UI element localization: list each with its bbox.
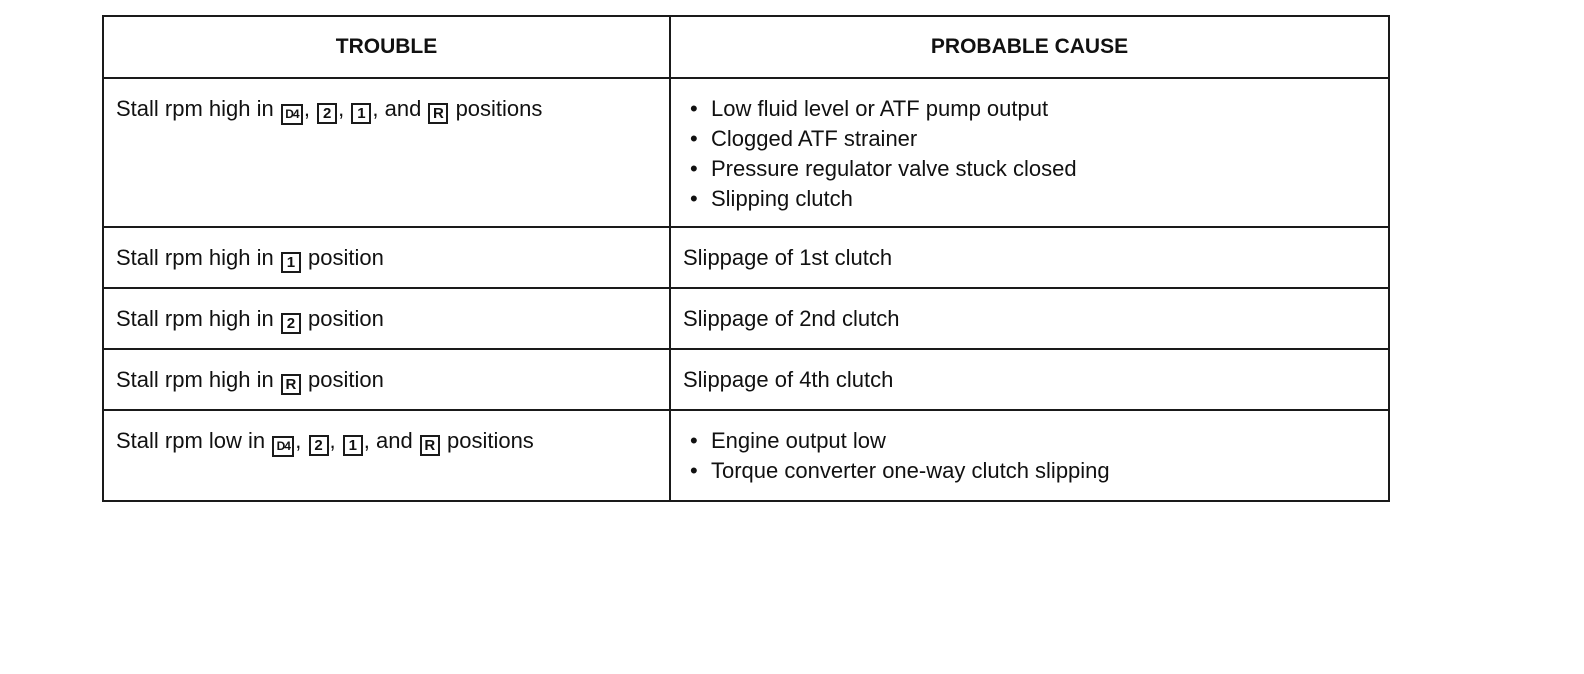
cause-text: Engine output low	[711, 428, 886, 453]
separator: ,	[295, 428, 302, 453]
cause-cell	[670, 410, 1389, 501]
trouble-text: position	[308, 245, 384, 270]
separator: ,	[338, 96, 345, 121]
position-symbol-2: 2	[309, 435, 329, 456]
trouble-text: position	[308, 306, 384, 331]
cause-text: Slipping clutch	[711, 186, 853, 211]
separator: , and	[372, 96, 422, 121]
cause-list	[686, 426, 1376, 486]
header-row	[103, 16, 1389, 78]
cause-cell: Slippage of 2nd clutch	[670, 288, 1389, 349]
position-symbol-2: 2	[281, 313, 301, 334]
trouble-text: Stall rpm low in	[116, 428, 266, 453]
header-trouble: TROUBLE	[103, 16, 670, 78]
troubleshooting-table	[102, 15, 1390, 502]
position-symbol-d4: D4	[281, 104, 303, 125]
trouble-text: position	[308, 367, 384, 392]
cause-text: Torque converter one-way clutch slipping	[711, 458, 1110, 483]
table-row	[103, 349, 1389, 410]
trouble-text: Stall rpm high in	[116, 245, 274, 270]
cause-text: Pressure regulator valve stuck closed	[711, 156, 1077, 181]
cause-cell: Slippage of 1st clutch	[670, 227, 1389, 288]
list-item: • Engine output low	[690, 428, 886, 453]
list-item: • Clogged ATF strainer	[690, 126, 918, 151]
table-row	[103, 410, 1389, 501]
position-symbol-d4: D4	[272, 436, 294, 457]
table-row	[103, 227, 1389, 288]
position-symbol-1: 1	[351, 103, 371, 124]
list-item: • Pressure regulator valve stuck closed	[690, 156, 1077, 181]
trouble-text: positions	[446, 428, 534, 453]
cause-text: Clogged ATF strainer	[711, 126, 918, 151]
position-symbol-2: 2	[317, 103, 337, 124]
trouble-cell	[103, 78, 670, 227]
position-symbol-r: R	[420, 435, 440, 456]
table-row	[103, 288, 1389, 349]
position-symbol-1: 1	[343, 435, 363, 456]
header-probable-cause: PROBABLE CAUSE	[670, 16, 1389, 78]
trouble-cell	[103, 288, 670, 349]
trouble-text: Stall rpm high in	[116, 367, 274, 392]
table-row	[103, 78, 1389, 227]
trouble-cell	[103, 410, 670, 501]
trouble-text: Stall rpm high in	[116, 96, 274, 121]
separator: ,	[303, 96, 310, 121]
trouble-cell	[103, 227, 670, 288]
troubleshooting-table-container	[102, 15, 1388, 502]
cause-cell	[670, 78, 1389, 227]
position-symbol-r: R	[281, 374, 301, 395]
position-symbol-r: R	[428, 103, 448, 124]
trouble-text: Stall rpm high in	[116, 306, 274, 331]
list-item: • Slipping clutch	[690, 186, 853, 211]
list-item: • Low fluid level or ATF pump output	[690, 96, 1049, 121]
trouble-cell	[103, 349, 670, 410]
separator: , and	[363, 428, 413, 453]
position-symbol-1: 1	[281, 252, 301, 273]
list-item: • Torque converter one-way clutch slipping	[690, 458, 1110, 483]
separator: ,	[329, 428, 336, 453]
cause-cell: Slippage of 4th clutch	[670, 349, 1389, 410]
cause-text: Low fluid level or ATF pump output	[711, 96, 1049, 121]
trouble-text: positions	[455, 96, 543, 121]
cause-list	[686, 94, 1376, 214]
